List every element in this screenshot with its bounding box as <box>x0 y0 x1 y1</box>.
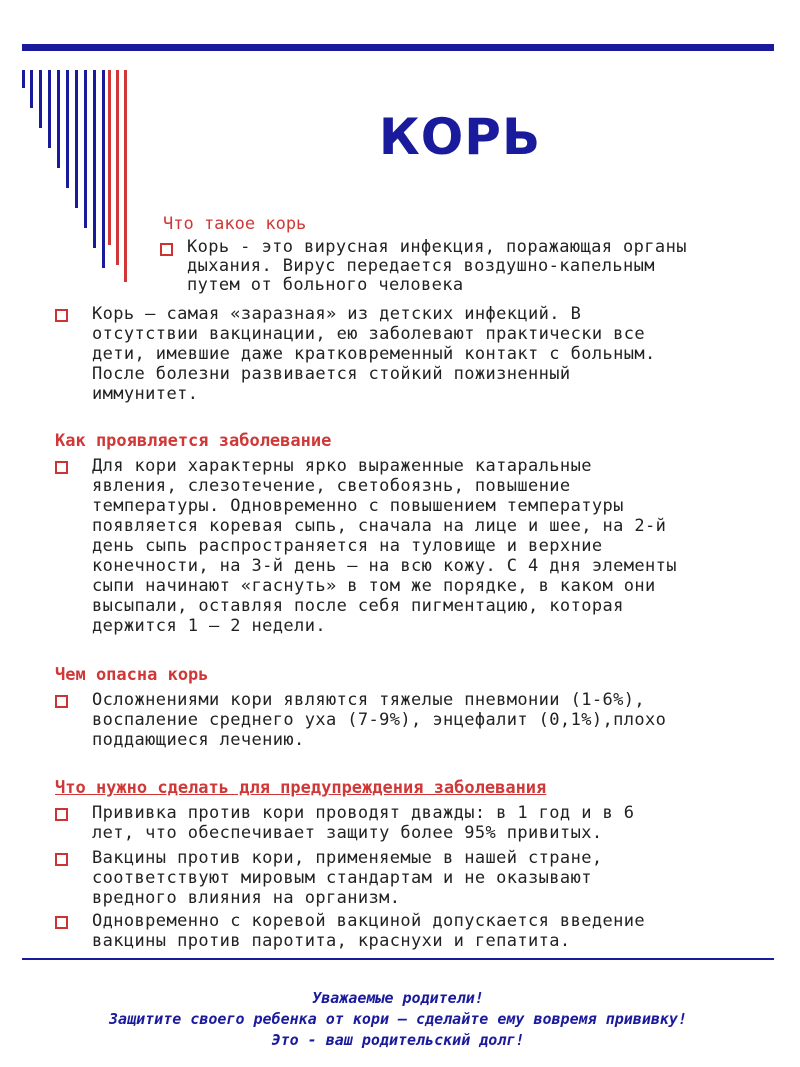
bullet-square-icon <box>55 808 68 821</box>
bullet-square-icon <box>55 461 68 474</box>
stripe <box>75 70 78 208</box>
bullet-text: Прививка против кори проводят дважды: в 1 год и в 6 лет, что обеспечивает защиту более 95% привитых. <box>92 803 635 843</box>
page-title: КОРЬ <box>378 108 542 166</box>
stripe <box>116 70 119 265</box>
section-heading-prevention: Что нужно сделать для предупреждения заболевания <box>55 778 547 798</box>
stripe <box>84 70 87 228</box>
stripe <box>66 70 69 188</box>
footer-line-3: Это - ваш родительский долг! <box>271 1031 525 1049</box>
footer-line-1: Уважаемые родители! <box>312 989 484 1007</box>
list-item <box>55 456 785 636</box>
bullet-text: Вакцины против кори, применяемые в нашей стране, соответствуют мировым стандартам и не оказывают вредного влияния на организм. <box>92 848 603 908</box>
stripe <box>93 70 96 248</box>
footer-line-2: Защитите своего ребенка от кори – сделайте ему вовремя прививку! <box>109 1010 687 1028</box>
section-heading-symptoms: Как проявляется заболевание <box>55 431 332 451</box>
stripe <box>108 70 111 245</box>
bullet-square-icon <box>55 695 68 708</box>
bullet-square-icon <box>55 853 68 866</box>
stripe <box>22 70 25 88</box>
stripe <box>48 70 51 148</box>
bullet-text: Корь – самая «заразная» из детских инфекций. В отсутствии вакцинации, ею заболевают практически все дети, имевшие даже кратковременный контакт с больным. После болезни развивается стойкий пожизненный иммунитет. <box>92 304 656 404</box>
bullet-text: Осложнениями кори являются тяжелые пневмонии (1-6%), воспаление среднего уха (7-9%), энцефалит (0,1%),плохо поддающиеся лечению. <box>92 690 667 750</box>
bottom-rule <box>22 958 774 960</box>
section-heading-danger: Чем опасна корь <box>55 665 209 685</box>
bullet-square-icon <box>160 243 173 256</box>
list-item <box>55 690 785 750</box>
list-item <box>55 848 785 908</box>
bullet-square-icon <box>55 916 68 929</box>
stripe <box>39 70 42 128</box>
decorative-stripes <box>22 70 132 285</box>
list-item <box>160 238 780 295</box>
list-item <box>55 911 785 951</box>
section-heading-what: Что такое корь <box>163 214 307 234</box>
bullet-text: Для кори характерны ярко выраженные катаральные явления, слезотечение, светобоязнь, повышение температуры. Одновременно с повышением температуры появляется коревая сыпь, сначала на лице и шее, на 2-й день сыпь распространяется на туловище и верхние конечности, на 3-й день – на всю кожу. С 4 дня элементы сыпи начинают «гаснуть» в том же порядке, в каком они высыпали, оставляя после себя пигментацию, которая держится 1 – 2 недели. <box>92 456 677 636</box>
list-item <box>55 803 785 843</box>
list-item <box>55 304 785 404</box>
stripe <box>102 70 105 268</box>
stripe <box>124 70 127 282</box>
stripe <box>30 70 33 108</box>
stripe <box>57 70 60 168</box>
bullet-square-icon <box>55 309 68 322</box>
bullet-text: Одновременно с коревой вакциной допускается введение вакцины против паротита, краснухи и гепатита. <box>92 911 646 951</box>
footer-appeal <box>22 988 774 1051</box>
bullet-text: Корь - это вирусная инфекция, поражающая органы дыхания. Вирус передается воздушно-капельным путем от больного человека <box>187 237 687 295</box>
top-rule <box>22 44 774 51</box>
